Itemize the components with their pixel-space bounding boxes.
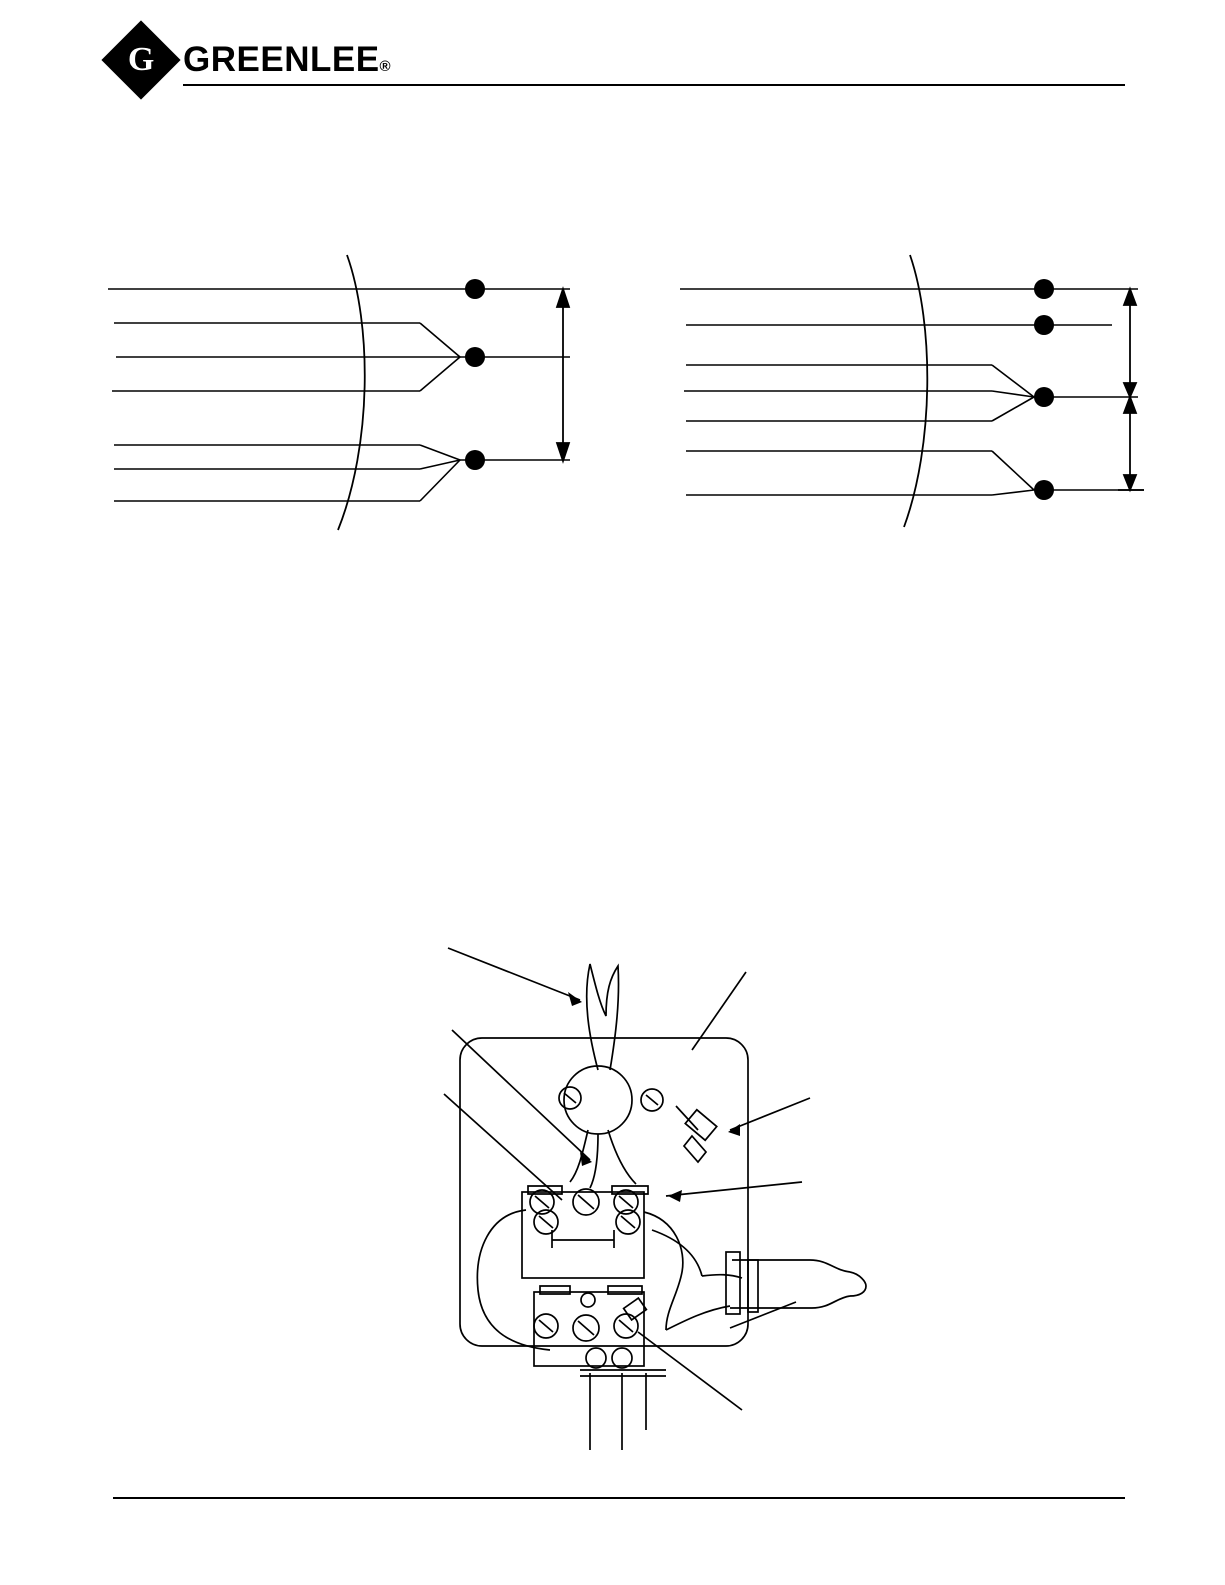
callout-leader-8 — [638, 1332, 742, 1410]
callout-leader-1 — [448, 948, 580, 1000]
terminal-dot — [465, 279, 485, 299]
terminal-dot — [465, 347, 485, 367]
terminal-dot — [1034, 315, 1054, 335]
brand-name: GREENLEE — [183, 40, 380, 79]
junction-box-svg — [430, 930, 900, 1490]
header-divider — [183, 84, 1125, 86]
callout-leader-5 — [730, 1098, 810, 1130]
figure-wire-bundle-right — [672, 245, 1172, 545]
registered-mark: ® — [379, 58, 392, 75]
terminal-dot — [1034, 387, 1054, 407]
dimension-arrow-upper — [1124, 289, 1136, 397]
wire-bundle-left-svg — [100, 245, 600, 545]
knockout-circle — [564, 1066, 632, 1134]
logo-letter-g: G — [127, 40, 155, 78]
figure-junction-box — [430, 930, 900, 1490]
callout-arrowheads — [568, 992, 740, 1202]
wire-bundle-right-svg — [672, 245, 1172, 545]
figure-wire-bundle-left — [100, 245, 600, 545]
terminal-dot — [465, 450, 485, 470]
diamond-logo-icon — [101, 20, 180, 99]
callout-leader-3 — [444, 1094, 562, 1200]
page-header — [0, 0, 1225, 110]
brand-wordmark — [183, 40, 391, 80]
device-upper — [522, 1192, 644, 1278]
footer-divider — [113, 1497, 1125, 1499]
dimension-arrow — [557, 289, 569, 461]
callout-leader-2 — [452, 1030, 590, 1160]
terminal-dot — [1034, 279, 1054, 299]
callout-leader-6 — [666, 1182, 802, 1196]
dimension-arrow-lower — [1118, 397, 1144, 490]
greenlee-logo — [113, 32, 391, 88]
terminal-dot — [1034, 480, 1054, 500]
